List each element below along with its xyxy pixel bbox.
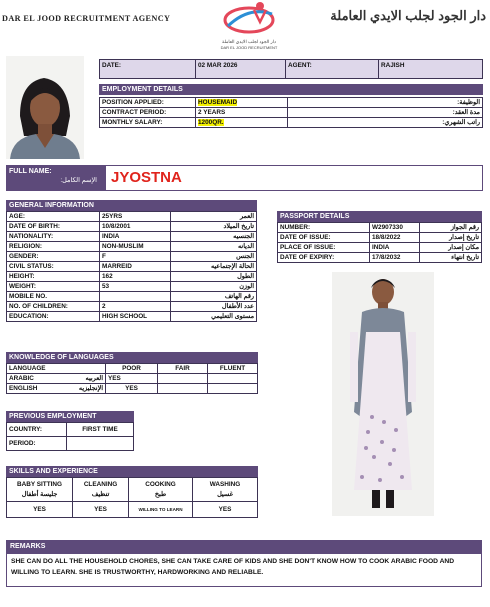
language-arabic-en: ARABIC (9, 375, 34, 382)
country-value: FIRST TIME (67, 423, 134, 437)
english-poor: YES (106, 384, 158, 394)
passport-number-label: NUMBER: (278, 223, 370, 233)
arabic-fluent (208, 374, 258, 384)
mobile-value (100, 292, 171, 302)
position-label-ar: الوظيفة: (403, 98, 483, 108)
language-english-ar: الإنجليزيه (78, 385, 103, 392)
passport-number-value: W2907330 (370, 223, 420, 233)
period-value (67, 437, 134, 451)
civil-status-label: CIVIL STATUS: (7, 262, 100, 272)
education-value: HIGH SCHOOL (100, 312, 171, 322)
arabic-poor: YES (106, 374, 158, 384)
passport-details-table (277, 222, 482, 263)
salary-label: MONTHLY SALARY: (100, 118, 196, 128)
full-name-label-ar: الإسم الكامل: (60, 177, 97, 184)
height-label-ar: الطول (171, 272, 257, 282)
gender-label: GENDER: (7, 252, 100, 262)
baby-sitting-value: YES (7, 502, 73, 518)
cleaning-value: YES (73, 502, 129, 518)
skill-cleaning (73, 478, 129, 502)
position-label: POSITION APPLIED: (100, 98, 196, 108)
skill-washing (193, 478, 258, 502)
date-value: 02 MAR 2026 (196, 60, 286, 79)
contract-label-ar: مدة العقد: (403, 108, 483, 118)
skill-washing-ar: غسيل (217, 490, 233, 498)
arabic-fair (158, 374, 208, 384)
remarks-header: REMARKS (6, 540, 482, 553)
contract-value: 2 YEARS (196, 108, 288, 118)
applicant-full-body-photo (332, 272, 434, 516)
languages-col-fluent: FLUENT (208, 364, 258, 374)
mobile-label-ar: رقم الهاتف (171, 292, 257, 302)
date-label: DATE: (100, 60, 196, 79)
weight-value: 53 (100, 282, 171, 292)
full-name-value-box (106, 165, 483, 191)
children-label-ar: عدد الأطفال (171, 302, 257, 312)
children-label: NO. OF CHILDREN: (7, 302, 100, 312)
civil-status-value: MARREID (100, 262, 171, 272)
passport-number-label-ar: رقم الجواز (420, 223, 482, 233)
language-english-en: ENGLISH (9, 385, 38, 392)
height-value: 162 (100, 272, 171, 282)
skill-cooking-en: COOKING (145, 480, 176, 488)
gender-label-ar: الجنس (171, 252, 257, 262)
english-fair (158, 384, 208, 394)
issue-date-label: DATE OF ISSUE: (278, 233, 370, 243)
previous-employment-header: PREVIOUS EMPLOYMENT (6, 411, 134, 422)
skill-baby-sitting (7, 478, 73, 502)
employment-date-agent-row (99, 59, 483, 79)
passport-details-header: PASSPORT DETAILS (277, 211, 482, 222)
languages-header: KNOWLEDGE OF LANGUAGES (6, 352, 258, 363)
mobile-label: MOBILE NO. (7, 292, 100, 302)
skill-cleaning-en: CLEANING (83, 480, 118, 488)
issue-date-value: 18/8/2022 (370, 233, 420, 243)
languages-table (6, 363, 258, 394)
nationality-value: INDIA (100, 232, 171, 242)
previous-employment-table (6, 422, 134, 451)
expiry-date-value: 17/8/2032 (370, 253, 420, 263)
skill-cooking (129, 478, 193, 502)
remarks-text: SHE CAN DO ALL THE HOUSEHOLD CHORES, SHE CAN TAKE CARE OF KIDS AND SHE DON'T KNOW HOW TO COOK ARABIC FOOD AND WILLING TO LEARN. SHE IS TRUSTWORTHY, HARDWORKING AND RELIABLE. (6, 553, 482, 587)
full-name-label-box (6, 165, 106, 191)
agency-logo (214, 0, 284, 48)
dob-value: 10/8/2001 (100, 222, 171, 232)
skill-cleaning-ar: تنظيف (91, 490, 110, 498)
position-value: HOUSEMAID (198, 99, 238, 106)
agent-label: AGENT: (286, 60, 379, 79)
cooking-value: WILLING TO LEARN (129, 502, 193, 518)
skill-cooking-ar: طبخ (154, 490, 167, 498)
washing-value: YES (193, 502, 258, 518)
religion-value: NON-MUSLIM (100, 242, 171, 252)
education-label: EDUCATION: (7, 312, 100, 322)
nationality-label-ar: الجنسيه (171, 232, 257, 242)
education-label-ar: مستوى التعليمي (171, 312, 257, 322)
dob-label-ar: تاريخ الميلاد (171, 222, 257, 232)
languages-col-poor: POOR (106, 364, 158, 374)
age-value: 25YRS (100, 212, 171, 222)
religion-label-ar: الديانه (171, 242, 257, 252)
logo-caption-ar: دار الجود لجلب الايدي العاملة (222, 39, 276, 44)
weight-label-ar: الوزن (171, 282, 257, 292)
religion-label: RELIGION: (7, 242, 100, 252)
logo-caption-en: DAR EL JOOD RECRUITMENT (220, 45, 278, 50)
country-label: COUNTRY: (7, 423, 67, 437)
dob-label: DATE OF BIRTH: (7, 222, 100, 232)
skill-baby-sitting-en: BABY SITTING (17, 480, 62, 488)
agent-value: RAJISH (379, 60, 483, 79)
age-label: AGE: (7, 212, 100, 222)
children-value: 2 (100, 302, 171, 312)
skills-header: SKILLS AND EXPERIENCE (6, 466, 258, 477)
skills-table (6, 477, 258, 518)
weight-label: WEIGHT: (7, 282, 100, 292)
full-name-label-en: FULL NAME: (9, 168, 52, 175)
general-info-table (6, 211, 257, 322)
period-label: PERIOD: (7, 437, 67, 451)
salary-label-ar: راتب الشهري: (403, 118, 483, 128)
applicant-portrait-photo (6, 56, 84, 159)
english-fluent (208, 384, 258, 394)
languages-col-fair: FAIR (158, 364, 208, 374)
logo-swoosh-icon (214, 0, 284, 34)
gender-value: F (100, 252, 171, 262)
contract-label: CONTRACT PERIOD: (100, 108, 196, 118)
language-arabic-ar: العربيه (85, 375, 103, 382)
issue-place-label: PLACE OF ISSUE: (278, 243, 370, 253)
languages-col-language: LANGUAGE (7, 364, 106, 374)
language-row-english (7, 384, 106, 394)
expiry-date-label-ar: تاريخ انتهاء (420, 253, 482, 263)
general-info-header: GENERAL INFORMATION (6, 200, 257, 211)
nationality-label: NATIONALITY: (7, 232, 100, 242)
employment-details-table (99, 97, 483, 128)
issue-place-label-ar: مكان إصدار (420, 243, 482, 253)
agency-name-en: DAR EL JOOD RECRUITMENT AGENCY (2, 14, 171, 23)
employment-details-header: EMPLOYMENT DETAILS (99, 84, 483, 95)
agency-name-ar: دار الجود لجلب الايدي العاملة (330, 8, 486, 23)
salary-value: 1200QR. (198, 119, 224, 126)
issue-date-label-ar: تاريخ إصدار (420, 233, 482, 243)
language-row-arabic (7, 374, 106, 384)
civil-status-label-ar: الحالة الإجتماعيه (171, 262, 257, 272)
skill-washing-en: WASHING (209, 480, 241, 488)
full-name-value: JYOSTNA (111, 169, 182, 186)
age-label-ar: العمر (171, 212, 257, 222)
skill-baby-sitting-ar: جليسة أطفال (21, 490, 58, 498)
expiry-date-label: DATE OF EXPIRY: (278, 253, 370, 263)
height-label: HEIGHT: (7, 272, 100, 282)
issue-place-value: INDIA (370, 243, 420, 253)
